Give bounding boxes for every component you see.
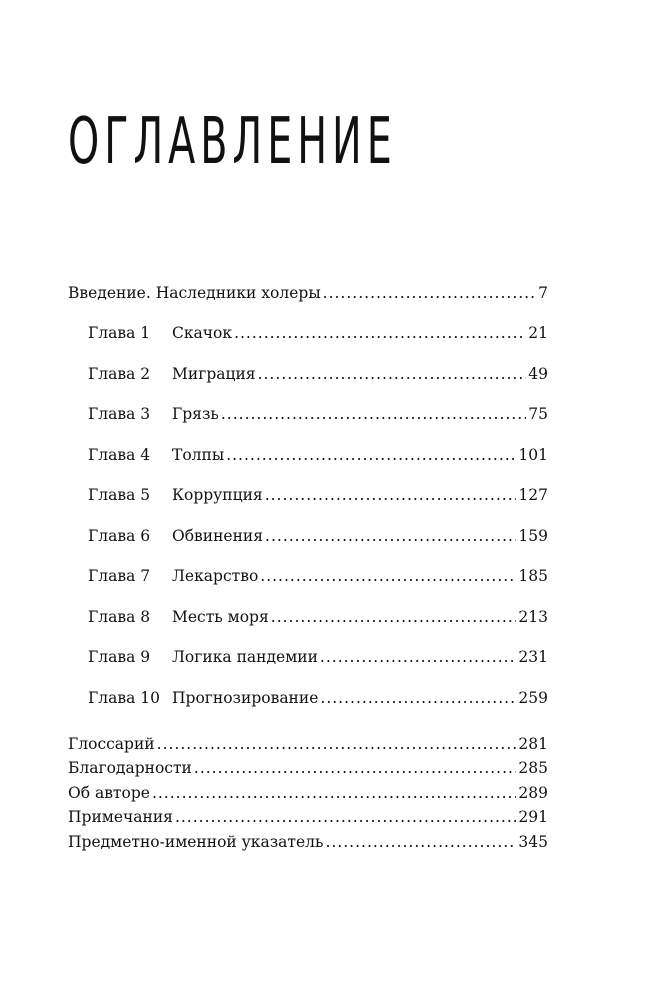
chapter-label: Глава 2 <box>88 364 151 383</box>
chapter-label: Глава 10 <box>88 688 160 707</box>
toc-page-number: 285 <box>518 759 548 777</box>
toc-page-number: 289 <box>518 783 548 802</box>
chapter-label: Глава 6 <box>88 526 151 545</box>
toc-entry-chapter-1[interactable] <box>68 324 548 346</box>
dot-leader <box>325 833 516 851</box>
toc-entry-chapter-5[interactable] <box>68 486 548 508</box>
toc-entry-title: Грязь <box>172 405 219 423</box>
toc-page-number: 21 <box>528 324 548 342</box>
toc-entry-intro[interactable] <box>68 284 548 306</box>
toc-entry-chapter-6[interactable] <box>68 527 548 549</box>
toc-entry-chapter-7[interactable] <box>68 567 548 589</box>
chapter-label: Глава 8 <box>88 607 151 626</box>
chapter-label: Глава 7 <box>88 567 151 585</box>
chapter-label: Глава 5 <box>88 486 151 504</box>
dot-leader <box>221 405 526 423</box>
chapter-label: Глава 1 <box>88 324 151 342</box>
toc-entry-title: Миграция <box>172 364 256 383</box>
toc-page-number: 213 <box>518 607 548 626</box>
toc-entry-title: Обвинения <box>172 526 264 545</box>
page-title: ОГЛАВЛЕНИЕ <box>68 105 397 179</box>
toc-page-number: 75 <box>528 405 548 423</box>
dot-leader <box>320 648 516 666</box>
toc-entry-about-author[interactable] <box>68 784 548 804</box>
dot-leader <box>258 365 527 383</box>
toc-page-number: 291 <box>518 808 548 826</box>
toc-entry-chapter-3[interactable] <box>68 405 548 427</box>
toc-entry-title: Коррупция <box>172 486 263 504</box>
toc-entry-title: Предметно-именной указатель <box>68 832 324 851</box>
toc-entry-chapter-2[interactable] <box>68 365 548 387</box>
toc-entry-glossary[interactable] <box>68 735 548 755</box>
dot-leader <box>260 567 516 585</box>
chapter-label: Глава 9 <box>88 648 151 666</box>
toc-entry-chapter-9[interactable] <box>68 648 548 670</box>
toc-entry-title: Примечания <box>68 808 173 826</box>
toc-entry-title: Об авторе <box>68 783 150 802</box>
table-of-contents <box>68 284 548 857</box>
toc-entry-title: Месть моря <box>172 607 269 626</box>
toc-entry-index[interactable] <box>68 833 548 853</box>
dot-leader <box>226 446 516 464</box>
chapter-label: Глава 4 <box>88 445 151 464</box>
toc-entry-title: Скачок <box>172 324 233 342</box>
toc-page-number: 127 <box>518 486 548 504</box>
toc-page-number: 49 <box>528 364 548 383</box>
dot-leader <box>265 486 517 504</box>
toc-entry-acknowledgements[interactable] <box>68 759 548 779</box>
dot-leader <box>320 689 516 707</box>
toc-entry-chapter-8[interactable] <box>68 608 548 630</box>
toc-entry-title: Прогнозирование <box>172 688 319 707</box>
toc-entry-title: Введение. Наследники холеры <box>68 284 321 302</box>
toc-page-number: 185 <box>518 567 548 585</box>
dot-leader <box>271 608 517 626</box>
toc-page-number: 101 <box>518 445 548 464</box>
toc-page-number: 7 <box>538 284 548 302</box>
dot-leader <box>175 808 516 826</box>
toc-entry-title: Лекарство <box>172 567 259 585</box>
toc-page-number: 345 <box>518 832 548 851</box>
toc-entry-notes[interactable] <box>68 808 548 828</box>
dot-leader <box>152 784 516 802</box>
toc-entry-title: Толпы <box>172 445 225 464</box>
toc-entry-chapter-10[interactable] <box>68 689 548 711</box>
toc-entry-title: Логика пандемии <box>172 648 318 666</box>
toc-page-number: 259 <box>518 688 548 707</box>
dot-leader <box>194 759 517 777</box>
toc-entry-title: Глоссарий <box>68 734 155 753</box>
dot-leader <box>234 324 526 342</box>
toc-page-number: 281 <box>518 734 548 753</box>
dot-leader <box>157 735 517 753</box>
chapter-label: Глава 3 <box>88 405 151 423</box>
dot-leader <box>323 284 536 302</box>
toc-entry-title: Благодарности <box>68 759 192 777</box>
dot-leader <box>265 527 516 545</box>
toc-entry-chapter-4[interactable] <box>68 446 548 468</box>
toc-page-number: 231 <box>518 648 548 666</box>
toc-page-number: 159 <box>518 526 548 545</box>
